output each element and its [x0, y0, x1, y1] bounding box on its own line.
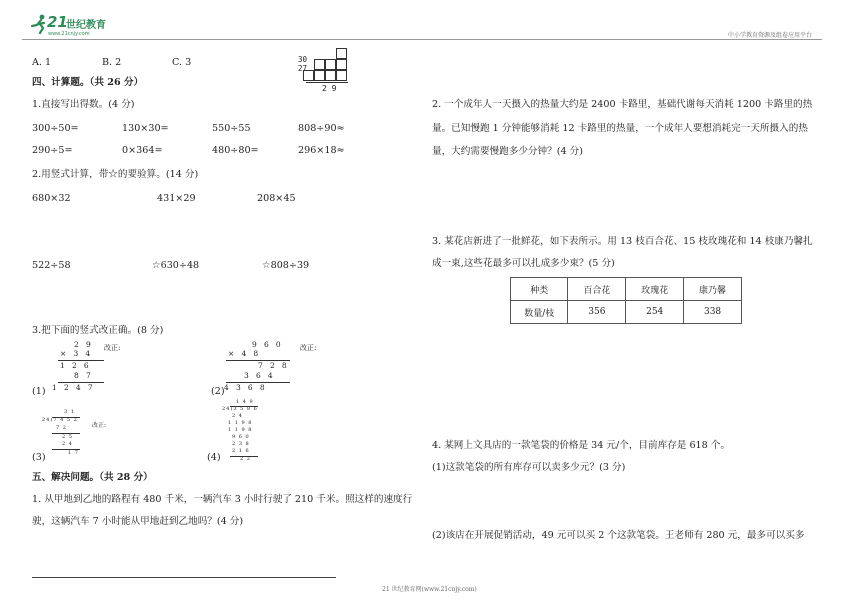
correct-label: 改正: — [92, 422, 107, 429]
p3-line1: 3. 某花店新进了一批鲜花，如下表所示。用 13 枝百合花、15 枝玫瑰花和 14 枝康乃馨扎 — [432, 236, 813, 247]
calc-line: 24)7 4 5 2 — [42, 417, 78, 423]
calc-line: 3 1 — [64, 409, 75, 415]
q2-item: 680×32 — [32, 193, 71, 204]
footer-rule — [32, 577, 336, 578]
vertical-calc-3 — [42, 410, 102, 464]
puzzle-box — [314, 70, 325, 81]
calc-line: 9 6 0 — [252, 340, 284, 349]
table-header-row — [511, 278, 742, 301]
vertical-calc-2 — [220, 341, 300, 399]
q1-item: 480÷80= — [212, 145, 259, 156]
q1-item: 290÷5= — [32, 145, 73, 156]
table-row — [511, 301, 742, 324]
logo-number: 21 — [47, 13, 68, 31]
puzzle-box — [325, 70, 336, 81]
calc-line: 1 1 9 8 — [228, 420, 253, 426]
footer-text: 21 世纪教育网(www.21cnjy.com) — [382, 586, 477, 593]
p2-line3: 量，大约需要慢跑多少分钟？(4 分) — [432, 146, 583, 157]
runner-logo-icon — [30, 14, 48, 34]
calc-line: 2 4 — [62, 441, 73, 447]
option-c: C. 3 — [172, 57, 192, 68]
puzzle-box — [314, 59, 325, 70]
puzzle-box — [336, 59, 347, 70]
q1-item: 808÷90≈ — [298, 123, 345, 134]
logo-brand: 世纪教育 — [66, 20, 106, 31]
logo — [30, 12, 140, 40]
puzzle-box — [303, 70, 314, 81]
calc-line: 3 6 4 — [244, 371, 276, 380]
calc-line: 9 6 0 — [232, 434, 250, 440]
q3-label-3: (3) — [32, 452, 46, 463]
p2-line2: 量。已知慢跑 1 分钟能够消耗 12 卡路里的热量，一个成年人要想消耗完一天所摄入的热 — [432, 123, 808, 134]
table-cell: 康乃馨 — [684, 278, 742, 301]
table-cell: 356 — [568, 301, 626, 324]
digit-box-puzzle — [296, 48, 358, 102]
calc-line: 2 4 — [232, 413, 243, 419]
calc-line: 1 2 4 7 — [52, 383, 96, 392]
table-cell: 254 — [626, 301, 684, 324]
calc-line: 2 1 6 — [232, 448, 250, 454]
p2-line1: 2. 一个成年人一天摄入的热量大约是 2400 卡路里，基础代谢每天消耗 1200 卡路里的热 — [432, 99, 813, 110]
calc-line: 2 3 8 — [232, 441, 250, 447]
calc-line: 1 1 9 8 — [228, 427, 253, 433]
puzzle-rule — [306, 82, 348, 83]
q2-item: ☆808÷39 — [262, 260, 310, 271]
q2-item: 208×45 — [257, 193, 296, 204]
p4-line1: 4. 某网上文具店的一款笔袋的价格是 34 元/个，目前库存是 618 个。 — [432, 440, 730, 451]
calc-line: 2 5 — [62, 434, 73, 440]
q1-item: 0×364= — [122, 145, 163, 156]
calc-line: 2 9 — [74, 340, 94, 349]
option-a: A. 1 — [32, 57, 52, 68]
puzzle-box — [336, 70, 347, 81]
q3-label-4: (4) — [207, 452, 221, 463]
calc-line: 1 4 9 — [236, 399, 254, 405]
platform-name: 中小学教育资源及组卷应用平台 — [728, 32, 813, 39]
calc-line: 24)3 5 8 6 — [222, 406, 258, 412]
calc-line: 1 2 6 — [60, 361, 92, 370]
p1-line2: 驶，这辆汽车 7 小时能从甲地赶到乙地吗？(4 分) — [32, 516, 244, 527]
puzzle-left-top: 30 — [298, 55, 308, 64]
table-cell: 338 — [684, 301, 742, 324]
calc-line: 8 7 — [74, 371, 94, 380]
q3-title: 3.把下面的竖式改正确。(8 分) — [32, 325, 164, 336]
correct-label: 改正: — [300, 344, 317, 352]
q3-label-1: (1) — [32, 386, 46, 397]
q1-item: 296×18≈ — [298, 145, 345, 156]
q2-title: 2.用竖式计算，带☆的要验算。(14 分) — [32, 169, 199, 180]
q1-item: 300÷50= — [32, 123, 79, 134]
table-cell: 数量/枝 — [511, 301, 568, 324]
calc-line: 4 3 6 8 — [224, 383, 268, 392]
section5-title: 五、解决问题。（共 28 分） — [32, 472, 153, 483]
calc-line: 7 2 8 — [258, 361, 290, 370]
p1-line1: 1. 从甲地到乙地的路程有 480 千米，一辆汽车 3 小时行驶了 210 千米。照这样的速度行 — [32, 494, 413, 505]
table-cell: 玫瑰花 — [626, 278, 684, 301]
correct-label: 改正: — [104, 344, 121, 352]
logo-url: www.21cnjy.com — [48, 31, 90, 37]
q1-item: 550÷55 — [212, 123, 251, 134]
option-b: B. 2 — [102, 57, 122, 68]
puzzle-left-bottom: 27 — [298, 64, 308, 73]
calc-line: 7 2 — [56, 425, 67, 431]
p4-sub1: (1)这款笔袋的所有库存可以卖多少元？(3 分) — [432, 462, 626, 473]
calc-line: 2 2 — [240, 456, 251, 462]
q1-title: 1.直接写出得数。(4 分) — [32, 99, 135, 110]
calc-line: × 4 8 — [228, 349, 261, 358]
q2-item: 522÷58 — [32, 260, 71, 271]
puzzle-box — [325, 59, 336, 70]
flower-table — [510, 277, 742, 324]
vertical-calc-4 — [222, 400, 282, 466]
q3-label-2: (2) — [211, 386, 225, 397]
table-cell: 种类 — [511, 278, 568, 301]
calc-line: × 3 4 — [60, 349, 93, 358]
section4-title: 四、计算题。（共 26 分） — [32, 77, 144, 88]
q2-item: ☆630÷48 — [152, 260, 200, 271]
table-cell: 百合花 — [568, 278, 626, 301]
header-rule — [22, 39, 822, 40]
puzzle-box — [336, 48, 347, 59]
q2-item: 431×29 — [157, 193, 196, 204]
puzzle-bottom: 2 9 — [322, 84, 337, 93]
q1-item: 130×30= — [122, 123, 169, 134]
p3-line2: 成一束,这些花最多可以扎成多少束？(5 分) — [432, 258, 615, 269]
calc-line: 1 7 — [68, 450, 79, 456]
p4-sub2: (2)该店在开展促销活动，49 元可以买 2 个这款笔袋。王老师有 280 元，最多可以买多 — [432, 530, 805, 541]
